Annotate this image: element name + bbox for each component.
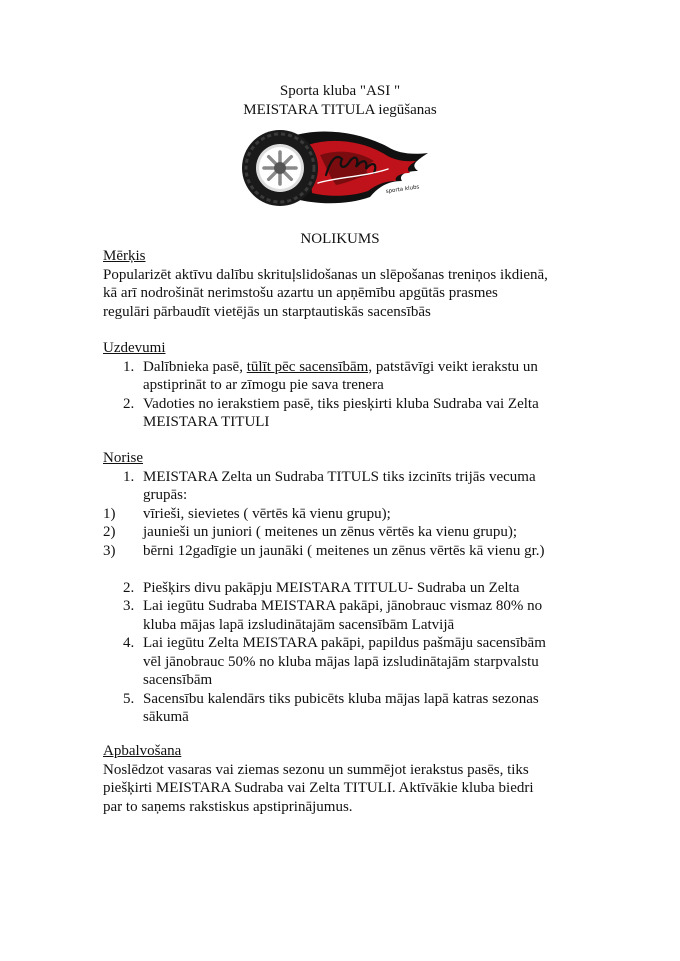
spacer	[103, 560, 623, 579]
list-number: 5.	[123, 690, 135, 707]
paragraph-line: par to saņems rakstiskus apstiprinājumus.	[103, 798, 353, 815]
list-item	[103, 597, 623, 634]
list-item-text: sākumā	[143, 709, 189, 725]
section-apbalvosana	[103, 742, 603, 816]
list-item-text: vēl jānobrauc 50% no kluba mājas lapā izsludinātajām starpvalstu	[143, 653, 539, 670]
paragraph-line: regulāri pārbaudīt vietējās un starptautiskās sacensībās	[103, 303, 431, 320]
paragraph-line: piešķirti MEISTARA Sudraba vai Zelta TITULI. Aktīvākie kluba biedri	[103, 780, 534, 796]
list-item-text: grupās:	[143, 487, 188, 503]
list-item	[103, 579, 623, 598]
list-item-text-part: patstāvīgi veikt ierakstu un	[372, 358, 538, 375]
list-item	[103, 358, 603, 395]
list-item-text: kluba mājas lapā izsludinātajām sacensībām Latvijā	[143, 616, 455, 633]
document-subtitle: MEISTARA TITULA iegūšanas	[243, 102, 437, 118]
group-item	[103, 542, 623, 561]
list-number: 4.	[123, 635, 135, 651]
list-number: 3.	[123, 598, 135, 614]
logo-caption: sporta klubs	[385, 184, 420, 195]
paragraph-line: Popularizēt aktīvu dalību skrituļslidošanas un slēpošanas treniņos ikdienā,	[103, 266, 548, 283]
list-item	[103, 690, 623, 727]
group-item	[103, 523, 623, 542]
section-heading: Apbalvošana	[103, 743, 182, 759]
list-item-text: Lai iegūtu Zelta MEISTARA pakāpi, papildus pašmāju sacensībām	[143, 635, 546, 651]
list-number: 2.	[123, 395, 135, 412]
group-text: vīrieši, sievietes ( vērtēs kā vienu grupu);	[143, 505, 391, 522]
document-title: NOLIKUMS	[300, 231, 380, 247]
list-number: 2.	[123, 579, 135, 596]
group-text: bērni 12gadīgie un jaunāki ( meitenes un zēnus vērtēs kā vienu gr.)	[143, 542, 545, 559]
paragraph-line: kā arī nodrošināt nerimstošu azartu un apņēmību apgūtās prasmes	[103, 285, 498, 301]
list-item-text: MEISTARA TITULI	[143, 414, 270, 430]
logo-hub	[274, 162, 286, 174]
list-item-text: sacensībām	[143, 672, 213, 688]
section-heading: Mērķis	[103, 248, 146, 264]
list-item-text: Vadoties no ierakstiem pasē, tiks piesķirti kluba Sudraba vai Zelta	[143, 395, 539, 412]
group-number: 2)	[103, 524, 116, 540]
list-item-text: Piešķirs divu pakāpju MEISTARA TITULU- Sudraba un Zelta	[143, 579, 520, 596]
group-number: 1)	[103, 505, 116, 522]
list-item-text-part: Dalībnieka pasē,	[143, 358, 247, 375]
group-number: 3)	[103, 542, 116, 559]
list-item	[103, 468, 623, 505]
list-number: 1.	[123, 358, 135, 375]
section-heading: Uzdevumi	[103, 340, 166, 356]
paragraph-line: Noslēdzot vasaras vai ziemas sezonu un summējot ierakstus pasēs, tiks	[103, 761, 529, 778]
list-item-text: Sacensību kalendārs tiks pubicēts kluba mājas lapā katras sezonas	[143, 690, 539, 707]
list-item-text: Lai iegūtu Sudraba MEISTARA pakāpi, jānobrauc vismaz 80% no	[143, 598, 543, 614]
list-item	[103, 634, 623, 690]
list-item-text: MEISTARA Zelta un Sudraba TITULS tiks izcinīts trijās vecuma	[143, 468, 536, 485]
group-text: jaunieši un juniori ( meitenes un zēnus vērtēs ka vienu grupu);	[143, 524, 518, 540]
group-item	[103, 505, 623, 524]
club-logo	[238, 125, 438, 210]
section-uzdevumi	[103, 339, 603, 432]
list-item	[103, 395, 603, 432]
underlined-text: tūlīt pēc sacensībām,	[246, 358, 373, 375]
list-item-text	[143, 358, 603, 377]
club-title: Sporta kluba "ASI "	[279, 83, 401, 99]
section-norise	[103, 449, 623, 727]
section-merkis	[103, 247, 603, 321]
section-heading: Norise	[103, 450, 143, 466]
list-item-text: apstiprināt to ar zīmogu pie sava trenera	[143, 377, 384, 393]
list-number: 1.	[123, 468, 135, 485]
